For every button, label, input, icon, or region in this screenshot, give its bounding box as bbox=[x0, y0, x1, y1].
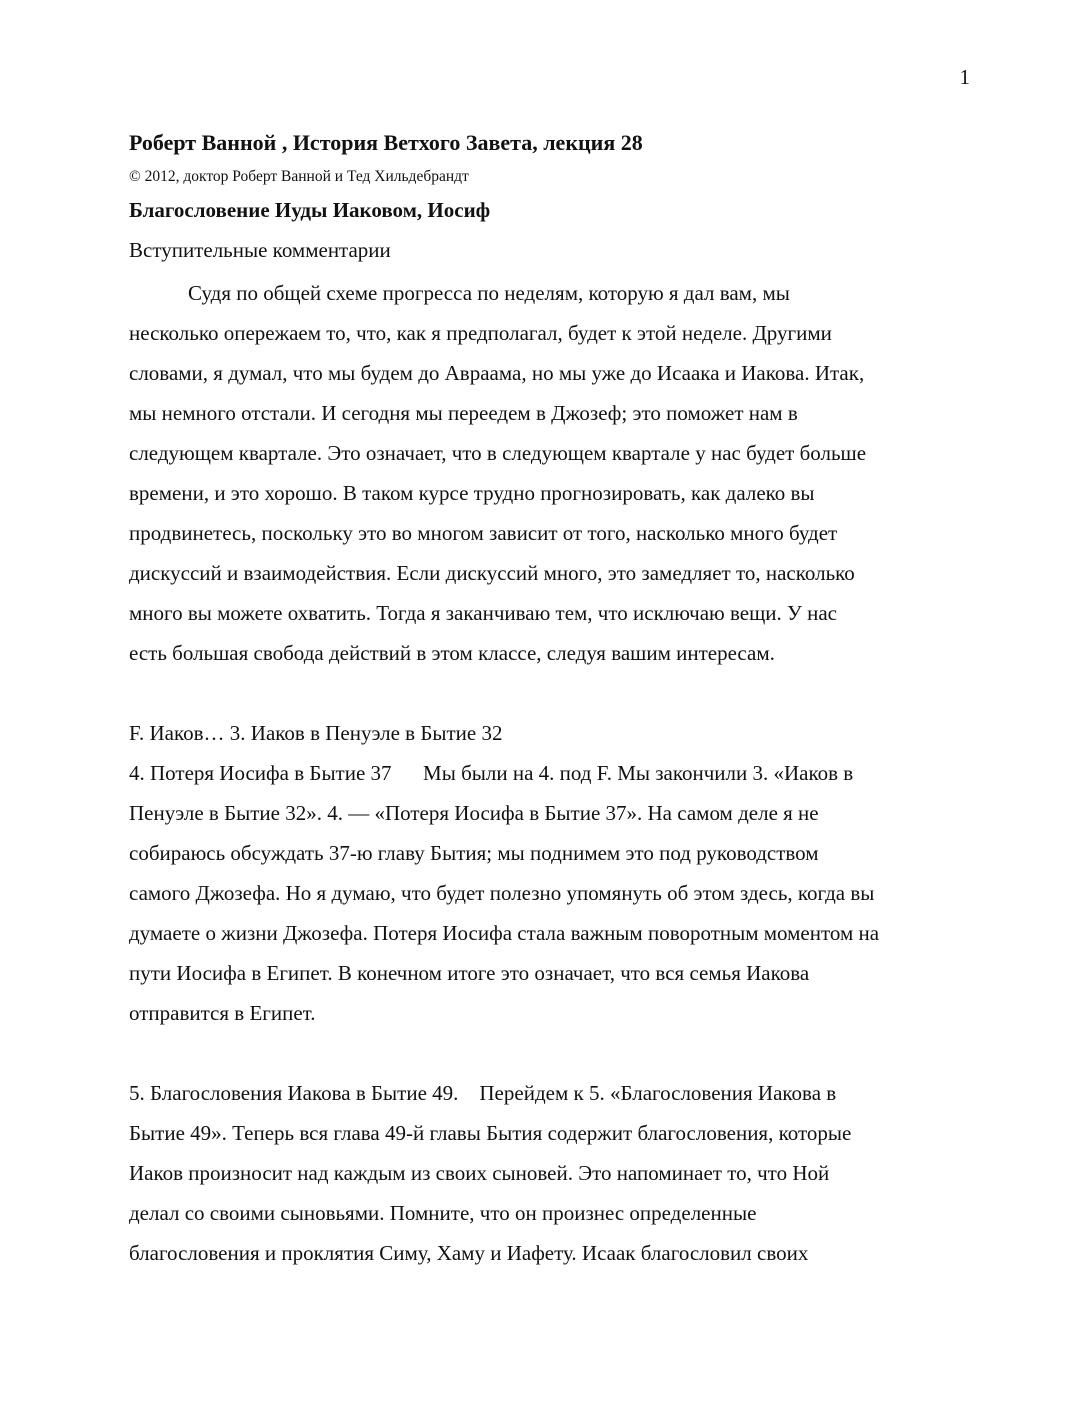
section-label: Вступительные комментарии bbox=[129, 238, 391, 262]
text-line: благословения и проклятия Симу, Хаму и Иафету. Исаак благословил своих bbox=[129, 1241, 809, 1265]
text-line: Пенуэле в Бытие 32». 4. — «Потеря Иосифа в Бытие 37». На самом деле я не bbox=[129, 801, 819, 825]
text-line: самого Джозефа. Но я думаю, что будет полезно упомянуть об этом здесь, когда вы bbox=[129, 881, 875, 905]
copyright-notice: © 2012, доктор Роберт Ванной и Тед Хильдебрандт bbox=[129, 168, 469, 185]
text-line: думаете о жизни Джозефа. Потеря Иосифа стала важным поворотным моментом на bbox=[129, 921, 880, 945]
text-line: собираюсь обсуждать 37-ю главу Бытия; мы поднимем это под руководством bbox=[129, 841, 819, 865]
text-line: есть большая свобода действий в этом классе, следуя вашим интересам. bbox=[129, 641, 775, 665]
text-line: мы немного отстали. И сегодня мы переедем в Джозеф; это поможет нам в bbox=[129, 401, 798, 425]
text-line: дискуссий и взаимодействия. Если дискуссий много, это замедляет то, насколько bbox=[129, 561, 855, 585]
page-number: 1 bbox=[959, 65, 970, 89]
lecture-title: Роберт Ванной , История Ветхого Завета, лекция 28 bbox=[129, 130, 643, 155]
paragraph-spacer bbox=[129, 673, 969, 713]
text-line: отправится в Египет. bbox=[129, 1001, 316, 1025]
text-line: 5. Благословения Иакова в Бытие 49. Перейдем к 5. «Благословения Иакова в bbox=[129, 1081, 837, 1105]
text-line: времени, и это хорошо. В таком курсе трудно прогнозировать, как далеко вы bbox=[129, 481, 815, 505]
lecture-subtitle: Благословение Иуды Иаковом, Иосиф bbox=[129, 198, 491, 222]
text-line: словами, я думал, что мы будем до Авраама, но мы уже до Исаака и Иакова. Итак, bbox=[129, 361, 865, 385]
paragraph-joseph-loss bbox=[129, 713, 969, 1033]
paragraph-jacob-blessings bbox=[129, 1073, 969, 1273]
text-line: Бытие 49». Теперь вся глава 49-й главы Бытия содержит благословения, которые bbox=[129, 1121, 852, 1145]
text-line: F. Иаков… 3. Иаков в Пенуэле в Бытие 32 bbox=[129, 721, 503, 745]
text-line: следующем квартале. Это означает, что в следующем квартале у нас будет больше bbox=[129, 441, 867, 465]
text-line: делал со своими сыновьями. Помните, что он произнес определенные bbox=[129, 1201, 757, 1225]
document-body bbox=[129, 125, 969, 1273]
text-line: 4. Потеря Иосифа в Бытие 37 Мы были на 4. под F. Мы закончили 3. «Иаков в bbox=[129, 761, 854, 785]
text-line: много вы можете охватить. Тогда я заканчиваю тем, что исключаю вещи. У нас bbox=[129, 601, 837, 625]
text-line: Иаков произносит над каждым из своих сыновей. Это напоминает то, что Ной bbox=[129, 1161, 830, 1185]
paragraph-intro bbox=[129, 273, 969, 673]
text-line: Судя по общей схеме прогресса по неделям, которую я дал вам, мы bbox=[188, 281, 790, 305]
text-line: несколько опережаем то, что, как я предполагал, будет к этой неделе. Другими bbox=[129, 321, 832, 345]
text-line: продвинетесь, поскольку это во многом зависит от того, насколько много будет bbox=[129, 521, 838, 545]
text-line: пути Иосифа в Египет. В конечном итоге это означает, что вся семья Иакова bbox=[129, 961, 810, 985]
paragraph-spacer bbox=[129, 1033, 969, 1073]
